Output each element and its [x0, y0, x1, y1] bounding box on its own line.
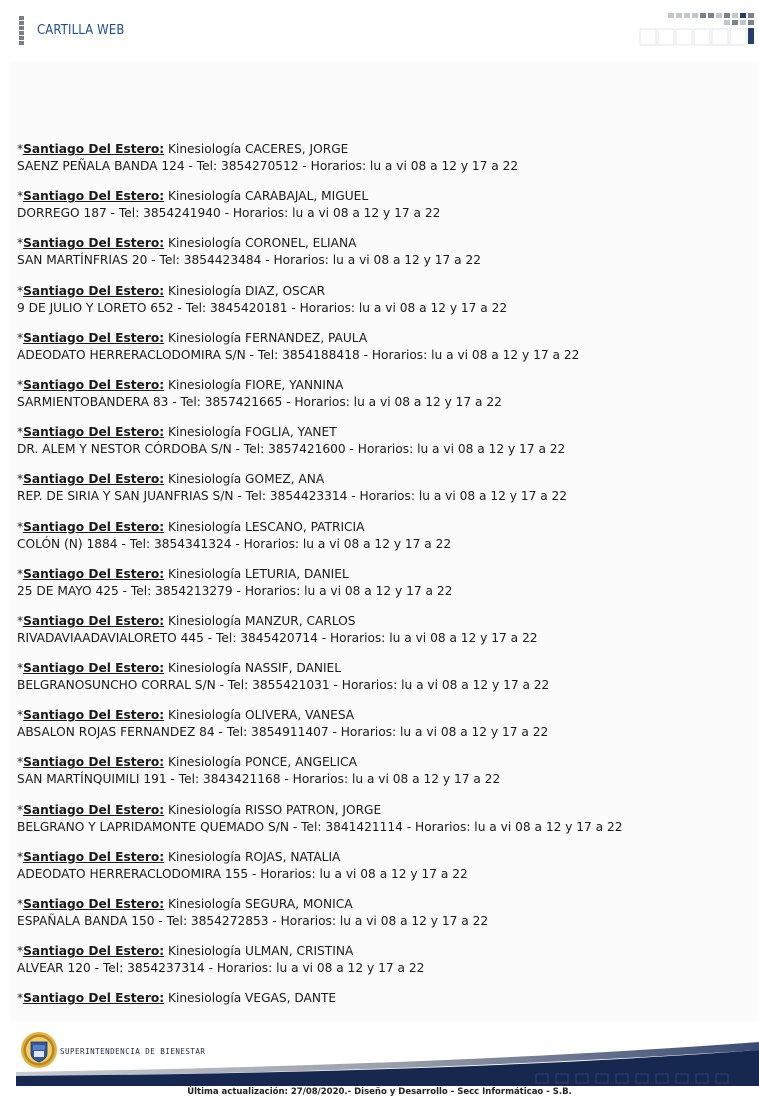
entry-detail: ESPAÑALA BANDA 150 - Tel: 3854272853 - Horarios: lu a vi 08 a 12 y 17 a 22 [17, 914, 489, 928]
entry-description: Kinesiología PONCE, ANGELICA [164, 755, 357, 770]
entry-detail: 25 DE MAYO 425 - Tel: 3854213279 - Horarios: lu a vi 08 a 12 y 17 a 22 [17, 583, 453, 598]
list-item [17, 141, 752, 188]
entry-prefix: * [17, 425, 24, 440]
entry-description: Kinesiología LETURIA, DANIEL [164, 566, 349, 581]
entry-prefix: * [17, 661, 24, 676]
entry-detail: BELGRANOSUNCHO CORRAL S/N - Tel: 3855421031 - Horarios: lu a vi 08 a 12 y 17 a 22 [17, 678, 550, 693]
entry-detail: 9 DE JULIO Y LORETO 652 - Tel: 3845420181 - Horarios: lu a vi 08 a 12 y 17 a 22 [17, 300, 508, 315]
entry-detail: SAN MARTÍNFRIAS 20 - Tel: 3854423484 - Horarios: lu a vi 08 a 12 y 17 a 22 [17, 253, 481, 268]
entry-prefix: * [17, 708, 24, 723]
entry-city: Santiago Del Estero: [23, 991, 165, 1006]
list-item [17, 849, 752, 896]
entry-prefix: * [17, 142, 24, 156]
entry-description: Kinesiología LESCANO, PATRICIA [164, 519, 365, 534]
entry-prefix: * [17, 944, 24, 959]
entry-detail: SAN MARTÍNQUIMILI 191 - Tel: 3843421168 - Horarios: lu a vi 08 a 12 y 17 a 22 [17, 772, 501, 787]
entry-description: Kinesiología FOGLIA, YANET [164, 425, 337, 440]
entry-description: Kinesiología CORONEL, ELIANA [164, 236, 357, 251]
entry-city: Santiago Del Estero: [23, 283, 165, 298]
entry-description: Kinesiología CACERES, JORGE [164, 142, 349, 156]
entry-prefix: * [17, 755, 24, 770]
list-item [17, 707, 752, 754]
list-item [17, 377, 752, 424]
entry-prefix: * [17, 519, 24, 534]
entry-detail: BELGRANO Y LAPRIDAMONTE QUEMADO S/N - Tel: 3841421114 - Horarios: lu a vi 08 a 12 y 17 a 22 [17, 819, 623, 834]
entry-city: Santiago Del Estero: [23, 849, 165, 864]
entry-city: Santiago Del Estero: [23, 897, 165, 911]
entry-description: Kinesiología FIORE, YANNINA [164, 377, 344, 392]
entry-prefix: * [17, 236, 24, 251]
entry-prefix: * [17, 849, 24, 864]
entry-detail: REP. DE SIRIA Y SAN JUANFRIAS S/N - Tel: 3854423314 - Horarios: lu a vi 08 a 12 y 17 a 22 [17, 489, 568, 504]
entry-city: Santiago Del Estero: [23, 708, 165, 723]
entry-detail: ADEODATO HERRERACLODOMIRA S/N - Tel: 3854188418 - Horarios: lu a vi 08 a 12 y 17 a 22 [17, 347, 580, 362]
page-title: CARTILLA WEB [37, 22, 125, 38]
list-item [17, 943, 752, 990]
entry-description: Kinesiología FERNANDEZ, PAULA [164, 330, 368, 345]
entry-detail: ADEODATO HERRERACLODOMIRA 155 - Horarios: lu a vi 08 a 12 y 17 a 22 [17, 866, 468, 881]
entry-detail: ABSALON ROJAS FERNANDEZ 84 - Tel: 3854911407 - Horarios: lu a vi 08 a 12 y 17 a 22 [17, 725, 549, 740]
entry-description: Kinesiología NASSIF, DANIEL [164, 661, 342, 676]
entry-city: Santiago Del Estero: [23, 142, 165, 156]
list-item [17, 896, 752, 943]
entry-city: Santiago Del Estero: [23, 236, 165, 251]
list-item [17, 330, 752, 377]
list-item [17, 519, 752, 566]
list-item [17, 754, 752, 801]
list-item [17, 566, 752, 613]
list-item [17, 802, 752, 849]
entry-description: Kinesiología ULMAN, CRISTINA [164, 944, 354, 959]
entry-prefix: * [17, 330, 24, 345]
entry-description: Kinesiología VEGAS, DANTE [164, 991, 337, 1006]
entry-detail: SAENZ PEÑALA BANDA 124 - Tel: 3854270512 - Horarios: lu a vi 08 a 12 y 17 a 22 [17, 159, 519, 173]
page-header [0, 0, 759, 62]
entry-description: Kinesiología DIAZ, OSCAR [164, 283, 326, 298]
entry-city: Santiago Del Estero: [23, 755, 165, 770]
entry-prefix: * [17, 613, 24, 628]
header-corner-decoration [630, 10, 758, 50]
list-item [17, 283, 752, 330]
entry-description: Kinesiología ROJAS, NATALIA [164, 849, 341, 864]
entry-description: Kinesiología SEGURA, MONICA [164, 897, 353, 911]
entry-prefix: * [17, 566, 24, 581]
entry-detail: SARMIENTOBANDERA 83 - Tel: 3857421665 - Horarios: lu a vi 08 a 12 y 17 a 22 [17, 394, 502, 409]
entry-city: Santiago Del Estero: [23, 802, 165, 817]
entry-detail: COLÓN (N) 1884 - Tel: 3854341324 - Horarios: lu a vi 08 a 12 y 17 a 22 [17, 536, 452, 551]
entry-city: Santiago Del Estero: [23, 425, 165, 440]
entry-description: Kinesiología MANZUR, CARLOS [164, 613, 356, 628]
entry-city: Santiago Del Estero: [23, 330, 165, 345]
entry-detail: ALVEAR 120 - Tel: 3854237314 - Horarios: lu a vi 08 a 12 y 17 a 22 [17, 961, 425, 976]
list-item [17, 660, 752, 707]
entry-prefix: * [17, 897, 24, 911]
entry-description: Kinesiología OLIVERA, VANESA [164, 708, 355, 723]
entry-prefix: * [17, 377, 24, 392]
entry-description: Kinesiología GOMEZ, ANA [164, 472, 325, 487]
footer-organization: SUPERINTENDENCIA DE BIENESTAR [60, 1047, 206, 1056]
entry-prefix: * [17, 991, 24, 1006]
brand-bar [19, 16, 24, 46]
entry-description: Kinesiología CARABAJAL, MIGUEL [164, 189, 369, 204]
last-update-text: Última actualización: 27/08/2020.- Diseño y Desarrollo - Secc Informáticao - S.B. [187, 1087, 572, 1097]
list-item [17, 235, 752, 282]
entry-prefix: * [17, 189, 24, 204]
entry-city: Santiago Del Estero: [23, 519, 165, 534]
provider-list [17, 141, 752, 1038]
list-item [17, 188, 752, 235]
footer-band [16, 1028, 759, 1088]
entry-prefix: * [17, 472, 24, 487]
entry-city: Santiago Del Estero: [23, 472, 165, 487]
entry-detail: DORREGO 187 - Tel: 3854241940 - Horarios: lu a vi 08 a 12 y 17 a 22 [17, 206, 441, 221]
entry-city: Santiago Del Estero: [23, 377, 165, 392]
entry-city: Santiago Del Estero: [23, 661, 165, 676]
entry-description: Kinesiología RISSO PATRON, JORGE [164, 802, 382, 817]
institution-seal-icon [20, 1031, 58, 1069]
entry-detail: RIVADAVIAADAVIALORETO 445 - Tel: 3845420714 - Horarios: lu a vi 08 a 12 y 17 a 22 [17, 630, 538, 645]
entry-city: Santiago Del Estero: [23, 944, 165, 959]
entry-city: Santiago Del Estero: [23, 613, 165, 628]
list-item [17, 471, 752, 518]
entry-prefix: * [17, 283, 24, 298]
list-item [17, 424, 752, 471]
entry-city: Santiago Del Estero: [23, 189, 165, 204]
entry-detail: DR. ALEM Y NESTOR CÓRDOBA S/N - Tel: 3857421600 - Horarios: lu a vi 08 a 12 y 17 a 22 [17, 442, 566, 457]
entry-prefix: * [17, 802, 24, 817]
list-item [17, 613, 752, 660]
entry-city: Santiago Del Estero: [23, 566, 165, 581]
